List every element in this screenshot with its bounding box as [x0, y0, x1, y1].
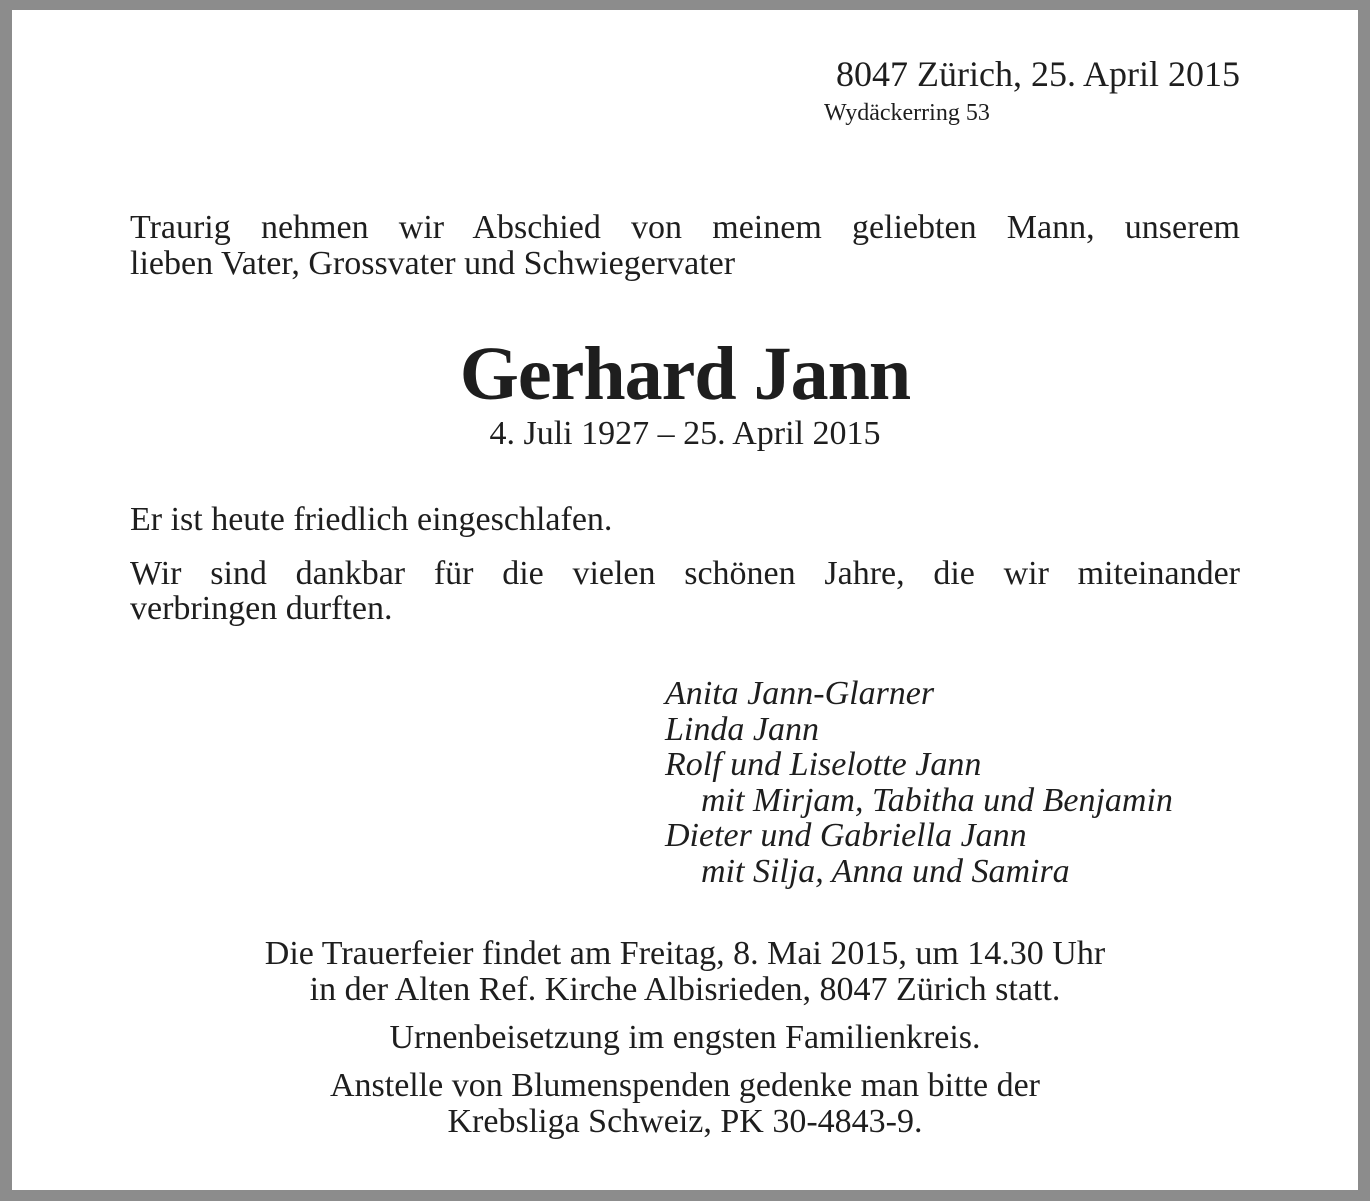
thanks-line: verbringen durften.: [130, 590, 393, 627]
urn-burial-note: Urnenbeisetzung im engsten Familienkreis.: [389, 1019, 981, 1056]
street-address: Wydäckerring 53: [824, 100, 990, 126]
donation-line: Krebsliga Schweiz, PK 30-4843-9.: [447, 1103, 923, 1140]
thanks-paragraph: [130, 556, 1240, 626]
donation-note: [12, 1068, 1358, 1140]
donation-line: Anstelle von Blumenspenden gedenke man bitte der: [329, 1067, 1041, 1104]
mourner-name: Anita Jann-Glarner: [665, 675, 935, 712]
peace-sentence: Er ist heute friedlich eingeschlafen.: [130, 501, 613, 538]
intro-line: Traurig nehmen wir Abschied von meinem geliebten Mann, unserem: [130, 209, 1240, 246]
place-date: 8047 Zürich, 25. April 2015: [836, 54, 1240, 94]
intro-text: [130, 210, 1240, 282]
mourner-children: mit Silja, Anna und Samira: [701, 852, 1070, 890]
mourners-list: [665, 676, 1173, 889]
intro-line: lieben Vater, Grossvater und Schwiegervater: [130, 245, 736, 282]
thanks-line: Wir sind dankbar für die vielen schönen Jahre, die wir miteinander: [130, 555, 1240, 592]
mourner-children: mit Mirjam, Tabitha und Benjamin: [701, 781, 1173, 819]
deceased-name: Gerhard Jann: [459, 332, 911, 416]
lifespan-dates: 4. Juli 1927 – 25. April 2015: [489, 415, 881, 452]
ceremony-line: Die Trauerfeier findet am Freitag, 8. Mai 2015, um 14.30 Uhr: [264, 935, 1106, 972]
ceremony-line: in der Alten Ref. Kirche Albisrieden, 8047 Zürich statt.: [309, 971, 1061, 1008]
obituary-page: [12, 10, 1358, 1190]
mourner-name: Linda Jann: [665, 710, 819, 748]
mourner-name: Dieter und Gabriella Jann: [665, 817, 1027, 854]
mourner-name: Rolf und Liselotte Jann: [665, 746, 982, 783]
ceremony-info: [12, 936, 1358, 1008]
